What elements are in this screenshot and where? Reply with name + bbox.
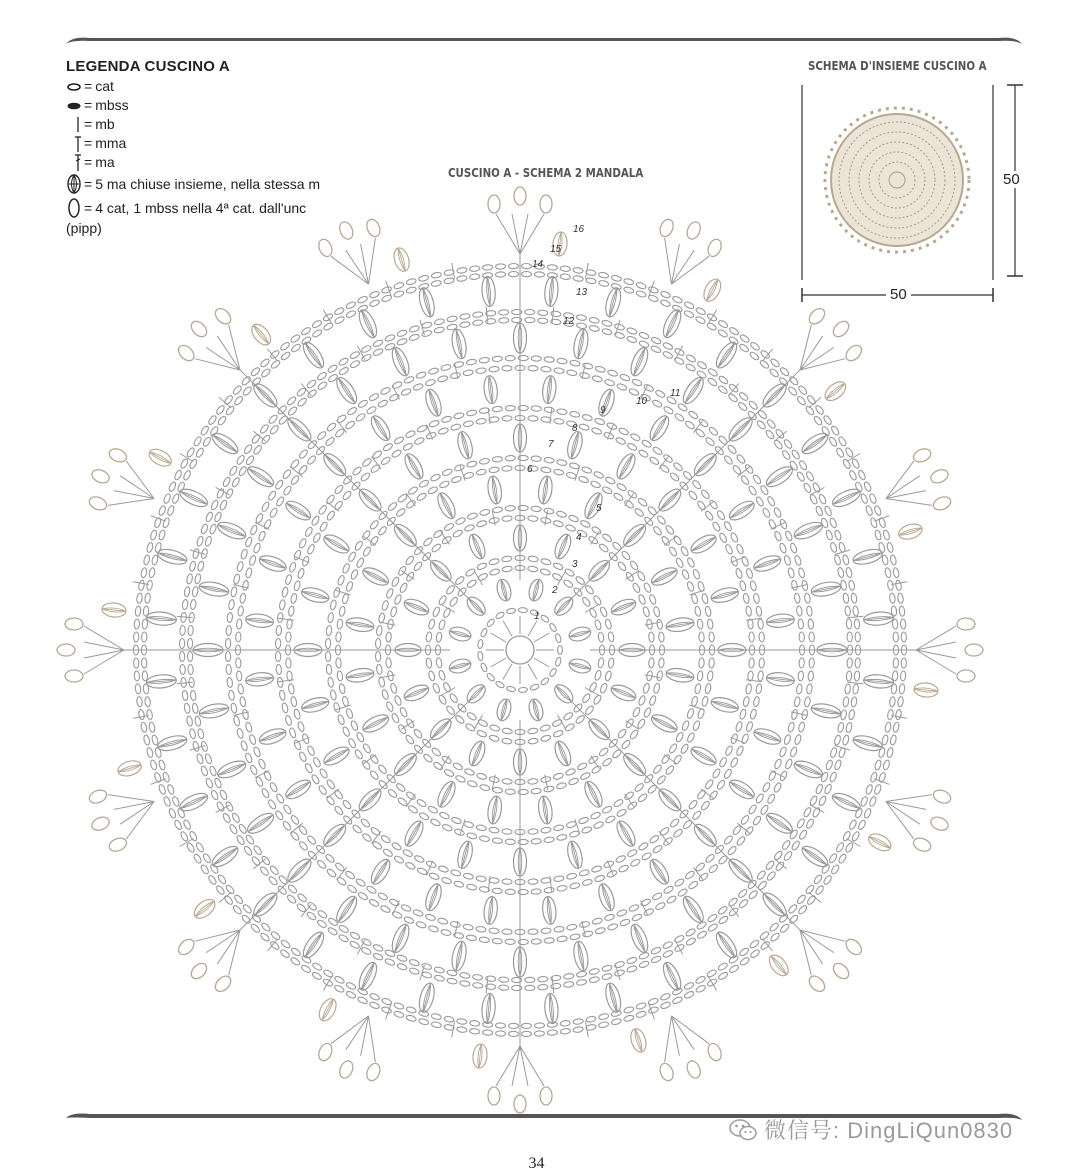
cluster-stitch bbox=[402, 682, 431, 704]
cluster-stitch bbox=[810, 702, 842, 721]
cluster-stitch bbox=[646, 856, 672, 887]
cluster-stitch bbox=[752, 726, 783, 748]
cluster-stitch bbox=[481, 993, 497, 1024]
cluster-stitch bbox=[345, 667, 375, 684]
cluster-stitch bbox=[245, 613, 274, 629]
cluster-stitch bbox=[613, 818, 638, 849]
cluster-stitch bbox=[198, 580, 230, 599]
cluster-stitch bbox=[402, 596, 431, 618]
picot-fan bbox=[488, 1046, 552, 1113]
cluster-stitch bbox=[466, 739, 488, 768]
cluster-stitch bbox=[603, 286, 623, 318]
picot-fan bbox=[874, 443, 960, 528]
cluster-stitch bbox=[565, 840, 585, 870]
accent-cluster bbox=[316, 996, 340, 1024]
round-label: 11 bbox=[670, 388, 681, 399]
cluster-stitch bbox=[568, 657, 593, 675]
cluster-stitch bbox=[660, 307, 684, 340]
overview-height-label: 50 bbox=[1003, 171, 1020, 188]
cluster-stitch bbox=[245, 671, 274, 687]
legend-item-note: (pipp) bbox=[66, 220, 102, 236]
round-label: 8 bbox=[572, 423, 578, 434]
cluster-stitch bbox=[763, 810, 795, 837]
round-label: 3 bbox=[572, 559, 578, 570]
overview-title: SCHEMA D'INSIEME CUSCINO A bbox=[808, 58, 987, 73]
legend-item-label: cat bbox=[95, 78, 114, 94]
cluster-stitch bbox=[345, 616, 375, 633]
cluster-stitch bbox=[710, 585, 740, 605]
cluster-stitch bbox=[649, 564, 680, 588]
picot-fan bbox=[57, 618, 124, 682]
cluster-stitch bbox=[688, 531, 719, 556]
accent-cluster bbox=[116, 758, 143, 778]
cluster-stitch bbox=[368, 413, 394, 444]
picot-fan bbox=[642, 1004, 727, 1090]
legend-item-label: mbss bbox=[95, 97, 129, 113]
cluster-stitch bbox=[257, 553, 288, 575]
cluster-stitch bbox=[527, 698, 545, 723]
cluster-stitch bbox=[209, 843, 241, 871]
round-label: 10 bbox=[636, 396, 648, 407]
accent-cluster bbox=[766, 952, 792, 979]
round-label: 9 bbox=[600, 405, 606, 416]
cluster-stitch bbox=[333, 893, 360, 925]
accent-cluster bbox=[897, 521, 924, 541]
cluster-stitch bbox=[389, 922, 412, 955]
cluster-stitch bbox=[466, 532, 488, 561]
cluster-stitch bbox=[434, 779, 458, 810]
cluster-stitch bbox=[646, 413, 672, 444]
round-label: 13 bbox=[576, 287, 588, 298]
cluster-stitch bbox=[321, 743, 352, 768]
cluster-stitch bbox=[448, 657, 473, 675]
cluster-stitch bbox=[245, 463, 277, 490]
cluster-stitch bbox=[792, 519, 825, 542]
cluster-stitch bbox=[830, 486, 863, 510]
legend-item: = 5 ma chiuse insieme, nella stessa m bbox=[66, 172, 426, 196]
accent-cluster bbox=[822, 378, 849, 404]
cluster-stitch bbox=[665, 616, 695, 633]
cluster-stitch bbox=[146, 611, 177, 627]
legend-item-label: ma bbox=[95, 154, 115, 170]
cluster-stitch bbox=[215, 758, 248, 781]
page-number: 34 bbox=[528, 1155, 545, 1172]
cluster-stitch bbox=[596, 882, 618, 913]
round-label: 5 bbox=[596, 503, 602, 514]
cluster-stitch bbox=[763, 463, 795, 490]
cluster-stitch bbox=[537, 795, 554, 825]
picot-fan bbox=[488, 187, 552, 254]
cluster-stitch bbox=[495, 578, 513, 603]
cluster-stitch bbox=[613, 451, 638, 482]
cluster-stitch bbox=[356, 960, 380, 993]
cluster-stitch bbox=[552, 532, 574, 561]
cluster-stitch bbox=[423, 882, 445, 913]
cluster-stitch bbox=[710, 695, 740, 715]
round-label: 12 bbox=[563, 316, 575, 327]
round-label: 16 bbox=[573, 224, 585, 235]
cluster-stitch bbox=[245, 810, 277, 837]
cluster-stitch bbox=[665, 667, 695, 684]
legend-item: = 4 cat, 1 mbss nella 4ª cat. dall'unc bbox=[66, 196, 426, 220]
legend-item: = cat bbox=[66, 77, 426, 96]
cluster-stitch bbox=[544, 276, 560, 307]
accent-cluster bbox=[248, 321, 274, 348]
cluster-stitch bbox=[596, 387, 618, 418]
cluster-stitch bbox=[713, 339, 741, 371]
cluster-stitch bbox=[544, 993, 560, 1024]
cluster-stitch bbox=[495, 698, 513, 723]
round-label: 7 bbox=[548, 439, 554, 450]
accent-cluster bbox=[628, 1027, 648, 1054]
picot-fan bbox=[313, 210, 398, 296]
cluster-stitch bbox=[581, 779, 605, 810]
cluster-stitch bbox=[628, 345, 651, 378]
cluster-stitch bbox=[799, 843, 831, 871]
cluster-stitch bbox=[486, 795, 503, 825]
cluster-stitch bbox=[389, 345, 412, 378]
cluster-stitch bbox=[177, 790, 210, 814]
cluster-stitch bbox=[401, 451, 426, 482]
cluster-stitch bbox=[209, 430, 241, 458]
cluster-stitch bbox=[581, 490, 605, 521]
cluster-stitch bbox=[537, 475, 554, 505]
round-label: 4 bbox=[576, 532, 582, 543]
accent-cluster bbox=[866, 830, 894, 854]
cluster-stitch bbox=[146, 674, 177, 690]
cluster-stitch bbox=[417, 982, 437, 1014]
cluster-stitch bbox=[448, 625, 473, 643]
legend-item-label: mma bbox=[95, 135, 127, 151]
cluster-stitch bbox=[300, 585, 330, 605]
cluster-stitch bbox=[628, 922, 651, 955]
cluster-stitch bbox=[481, 276, 497, 307]
legend-item: = mma bbox=[66, 134, 426, 153]
cluster-stitch bbox=[680, 375, 707, 407]
cluster-stitch bbox=[360, 564, 391, 588]
accent-cluster bbox=[101, 602, 126, 618]
cluster-stitch bbox=[852, 733, 884, 753]
legend-item: = mb bbox=[66, 115, 426, 134]
cluster-stitch bbox=[368, 856, 394, 887]
cluster-stitch bbox=[609, 682, 638, 704]
cluster-stitch bbox=[401, 818, 426, 849]
cluster-stitch bbox=[300, 929, 328, 961]
cluster-stitch bbox=[356, 307, 380, 340]
cluster-stitch bbox=[360, 711, 391, 735]
wechat-icon bbox=[728, 1117, 758, 1143]
cluster-stitch bbox=[455, 840, 475, 870]
cluster-stitch bbox=[483, 896, 499, 925]
legend-item-label: 4 cat, 1 mbss nella 4ª cat. dall'unc bbox=[95, 199, 307, 216]
picot-fan bbox=[916, 618, 983, 682]
cluster-stitch bbox=[830, 790, 863, 814]
legend-item: = ma bbox=[66, 153, 426, 172]
cluster-stitch bbox=[603, 982, 623, 1014]
watermark bbox=[728, 1114, 1013, 1145]
cluster-stitch bbox=[483, 375, 499, 404]
cluster-stitch bbox=[799, 430, 831, 458]
accent-cluster bbox=[191, 896, 218, 922]
cluster-stitch bbox=[198, 702, 230, 721]
cluster-stitch bbox=[423, 387, 445, 418]
cluster-stitch bbox=[552, 739, 574, 768]
round-label: 15 bbox=[550, 244, 562, 255]
cluster-stitch bbox=[541, 375, 557, 404]
cluster-stitch bbox=[810, 580, 842, 599]
cluster-stitch bbox=[257, 726, 288, 748]
round-label: 1 bbox=[534, 611, 540, 622]
cluster-stitch bbox=[726, 498, 757, 524]
overview-width-label: 50 bbox=[886, 286, 911, 303]
cluster-stitch bbox=[863, 611, 894, 627]
cluster-stitch bbox=[766, 671, 795, 687]
picot-fan bbox=[80, 772, 166, 857]
cluster-stitch bbox=[541, 896, 557, 925]
cluster-stitch bbox=[852, 547, 884, 567]
cluster-stitch bbox=[766, 613, 795, 629]
legend-item-label: mb bbox=[95, 116, 115, 132]
cluster-stitch bbox=[572, 328, 591, 360]
cluster-stitch bbox=[450, 940, 469, 972]
round-label: 14 bbox=[532, 259, 544, 270]
cluster-stitch bbox=[792, 758, 825, 781]
cluster-stitch bbox=[283, 498, 314, 524]
cluster-stitch bbox=[300, 695, 330, 715]
cluster-stitch bbox=[726, 776, 757, 802]
round-label: 2 bbox=[552, 585, 558, 596]
cluster-stitch bbox=[649, 711, 680, 735]
cluster-stitch bbox=[450, 328, 469, 360]
cluster-stitch bbox=[660, 960, 684, 993]
chart-title: CUSCINO A - SCHEMA 2 MANDALA bbox=[448, 165, 644, 180]
cluster-stitch bbox=[568, 625, 593, 643]
cluster-stitch bbox=[333, 375, 360, 407]
cluster-stitch bbox=[609, 596, 638, 618]
legend-item-label: 5 ma chiuse insieme, nella stessa m bbox=[95, 175, 321, 192]
cluster-stitch bbox=[527, 578, 545, 603]
cluster-stitch bbox=[300, 339, 328, 371]
round-label: 6 bbox=[527, 464, 533, 475]
accent-cluster bbox=[146, 446, 174, 470]
cluster-stitch bbox=[688, 743, 719, 768]
cluster-stitch bbox=[417, 286, 437, 318]
cluster-stitch bbox=[713, 929, 741, 961]
cluster-stitch bbox=[156, 733, 188, 753]
cluster-stitch bbox=[572, 940, 591, 972]
cluster-stitch bbox=[283, 776, 314, 802]
cluster-stitch bbox=[565, 430, 585, 460]
accent-cluster bbox=[913, 682, 938, 698]
cluster-stitch bbox=[434, 490, 458, 521]
cluster-stitch bbox=[156, 547, 188, 567]
cluster-stitch bbox=[680, 893, 707, 925]
cluster-stitch bbox=[215, 519, 248, 542]
accent-cluster bbox=[472, 1043, 488, 1068]
cluster-stitch bbox=[321, 531, 352, 556]
legend-title: LEGENDA CUSCINO A bbox=[66, 58, 230, 75]
cluster-stitch bbox=[177, 486, 210, 510]
cluster-stitch bbox=[752, 553, 783, 575]
cluster-stitch bbox=[863, 674, 894, 690]
cluster-stitch bbox=[455, 430, 475, 460]
cluster-stitch bbox=[486, 475, 503, 505]
watermark-text: 微信号: DingLiQun0830 bbox=[764, 1118, 1014, 1143]
accent-cluster bbox=[391, 246, 411, 273]
center-ring bbox=[506, 636, 534, 664]
legend-item: = mbss bbox=[66, 96, 426, 115]
round-1-stitches bbox=[486, 616, 554, 684]
accent-cluster bbox=[700, 276, 724, 304]
